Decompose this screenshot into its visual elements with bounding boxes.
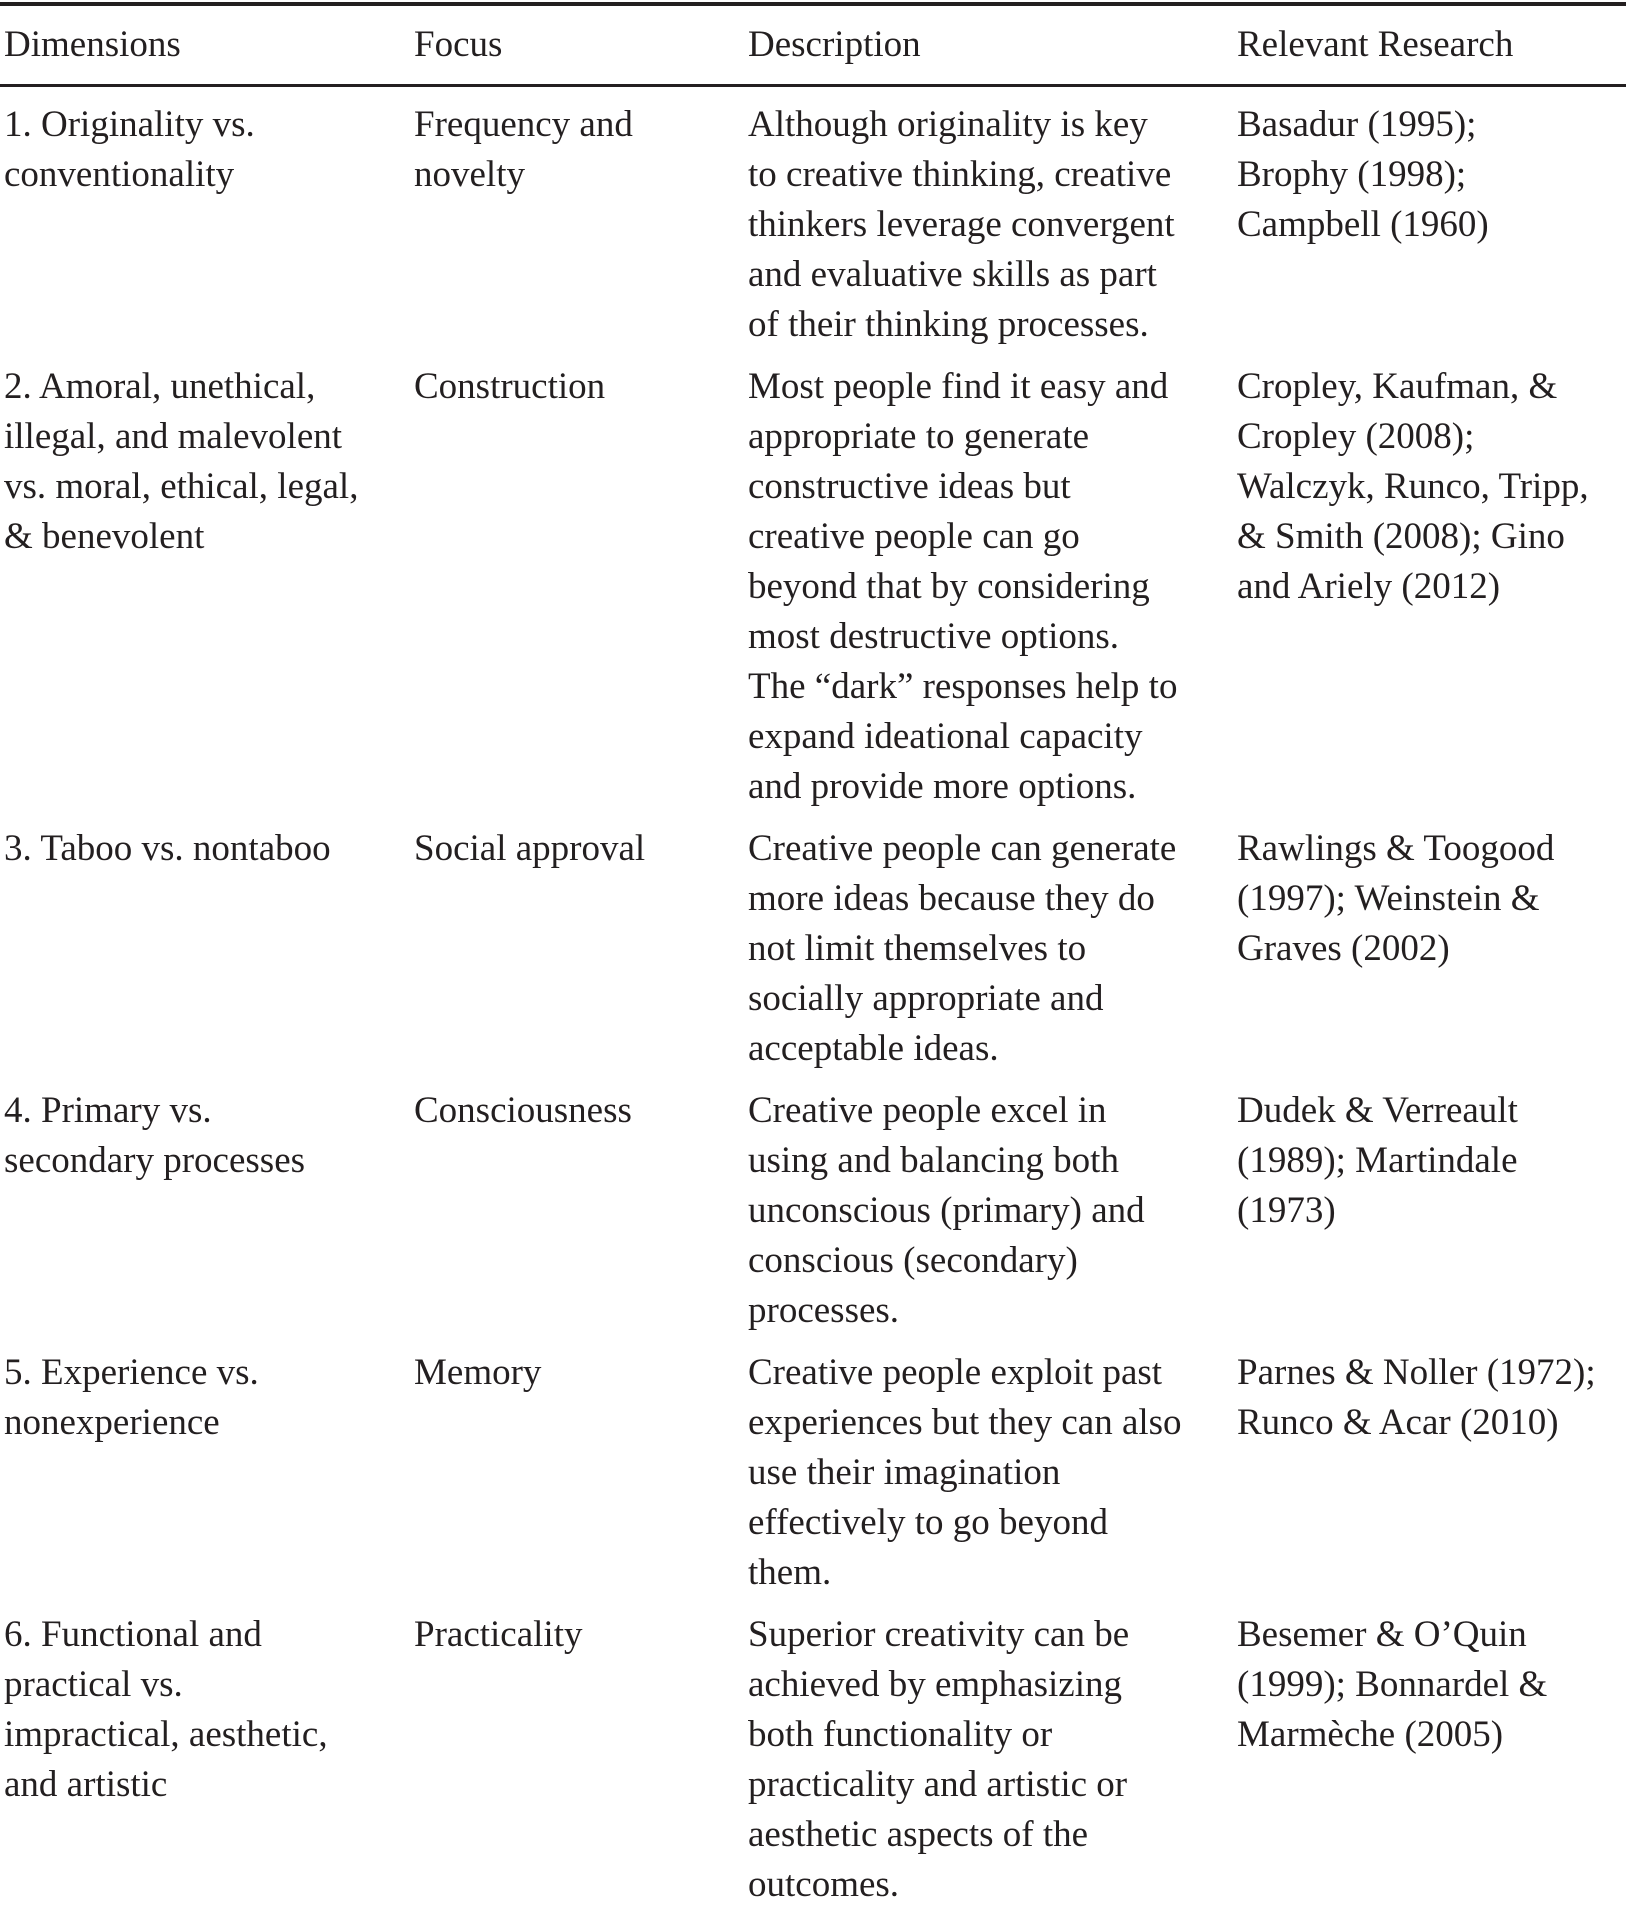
cell-research: Dudek & Verreault (1989); Martindale (1973) [1237,1090,1518,1231]
cell-description: Superior creativity can be achieved by emphasizing both functionality or practicality and artistic or aesthetic aspects of the outcomes. [748,1614,1130,1905]
cell-description: Creative people can generate more ideas because they do not limit themselves to socially appropriate and acceptable ideas. [748,828,1177,1069]
cell-focus: Consciousness [414,1090,632,1131]
header-dimensions: Dimensions [4,24,181,65]
cell-dimension: 2. Amoral, unethical, illegal, and malevolent vs. moral, ethical, legal, & benevolent [4,366,359,557]
cell-research: Besemer & O’Quin (1999); Bonnardel & Marmèche (2005) [1237,1614,1548,1755]
header-relevant-research: Relevant Research [1237,24,1514,65]
cell-research: Cropley, Kaufman, & Cropley (2008); Walczyk, Runco, Tripp, & Smith (2008); Gino and Ariely (2012) [1237,366,1589,607]
cell-dimension: 1. Originality vs. conventionality [4,104,255,195]
cell-description: Although originality is key to creative thinking, creative thinkers leverage convergent and evaluative skills as part of their thinking processes. [748,104,1175,345]
cell-research: Parnes & Noller (1972); Runco & Acar (2010) [1237,1352,1596,1443]
cell-focus: Practicality [414,1614,583,1655]
cell-dimension: 4. Primary vs. secondary processes [4,1090,306,1181]
table-header-row [0,20,1626,76]
cell-focus: Memory [414,1352,542,1393]
cell-focus: Social approval [414,828,646,869]
cell-dimension: 3. Taboo vs. nontaboo [4,828,331,869]
cell-dimension: 6. Functional and practical vs. impractical, aesthetic, and artistic [4,1614,328,1805]
header-focus: Focus [414,24,503,65]
header-description: Description [748,24,921,65]
cell-description: Creative people exploit past experiences but they can also use their imagination effectively to go beyond them. [748,1352,1182,1593]
cell-focus: Construction [414,366,606,407]
cell-research: Basadur (1995); Brophy (1998); Campbell (1960) [1237,104,1489,245]
cell-focus: Frequency and novelty [414,104,633,195]
cell-research: Rawlings & Toogood (1997); Weinstein & Graves (2002) [1237,828,1555,969]
table-header-rule [0,84,1626,87]
cell-description: Most people find it easy and appropriate to generate constructive ideas but creative people can go beyond that by considering most destructive options. The “dark” responses help to expand ideational capacity and provide more options. [748,366,1178,807]
table-top-rule [0,2,1626,6]
cell-dimension: 5. Experience vs. nonexperience [4,1352,259,1443]
cell-description: Creative people excel in using and balancing both unconscious (primary) and conscious (secondary) processes. [748,1090,1145,1331]
